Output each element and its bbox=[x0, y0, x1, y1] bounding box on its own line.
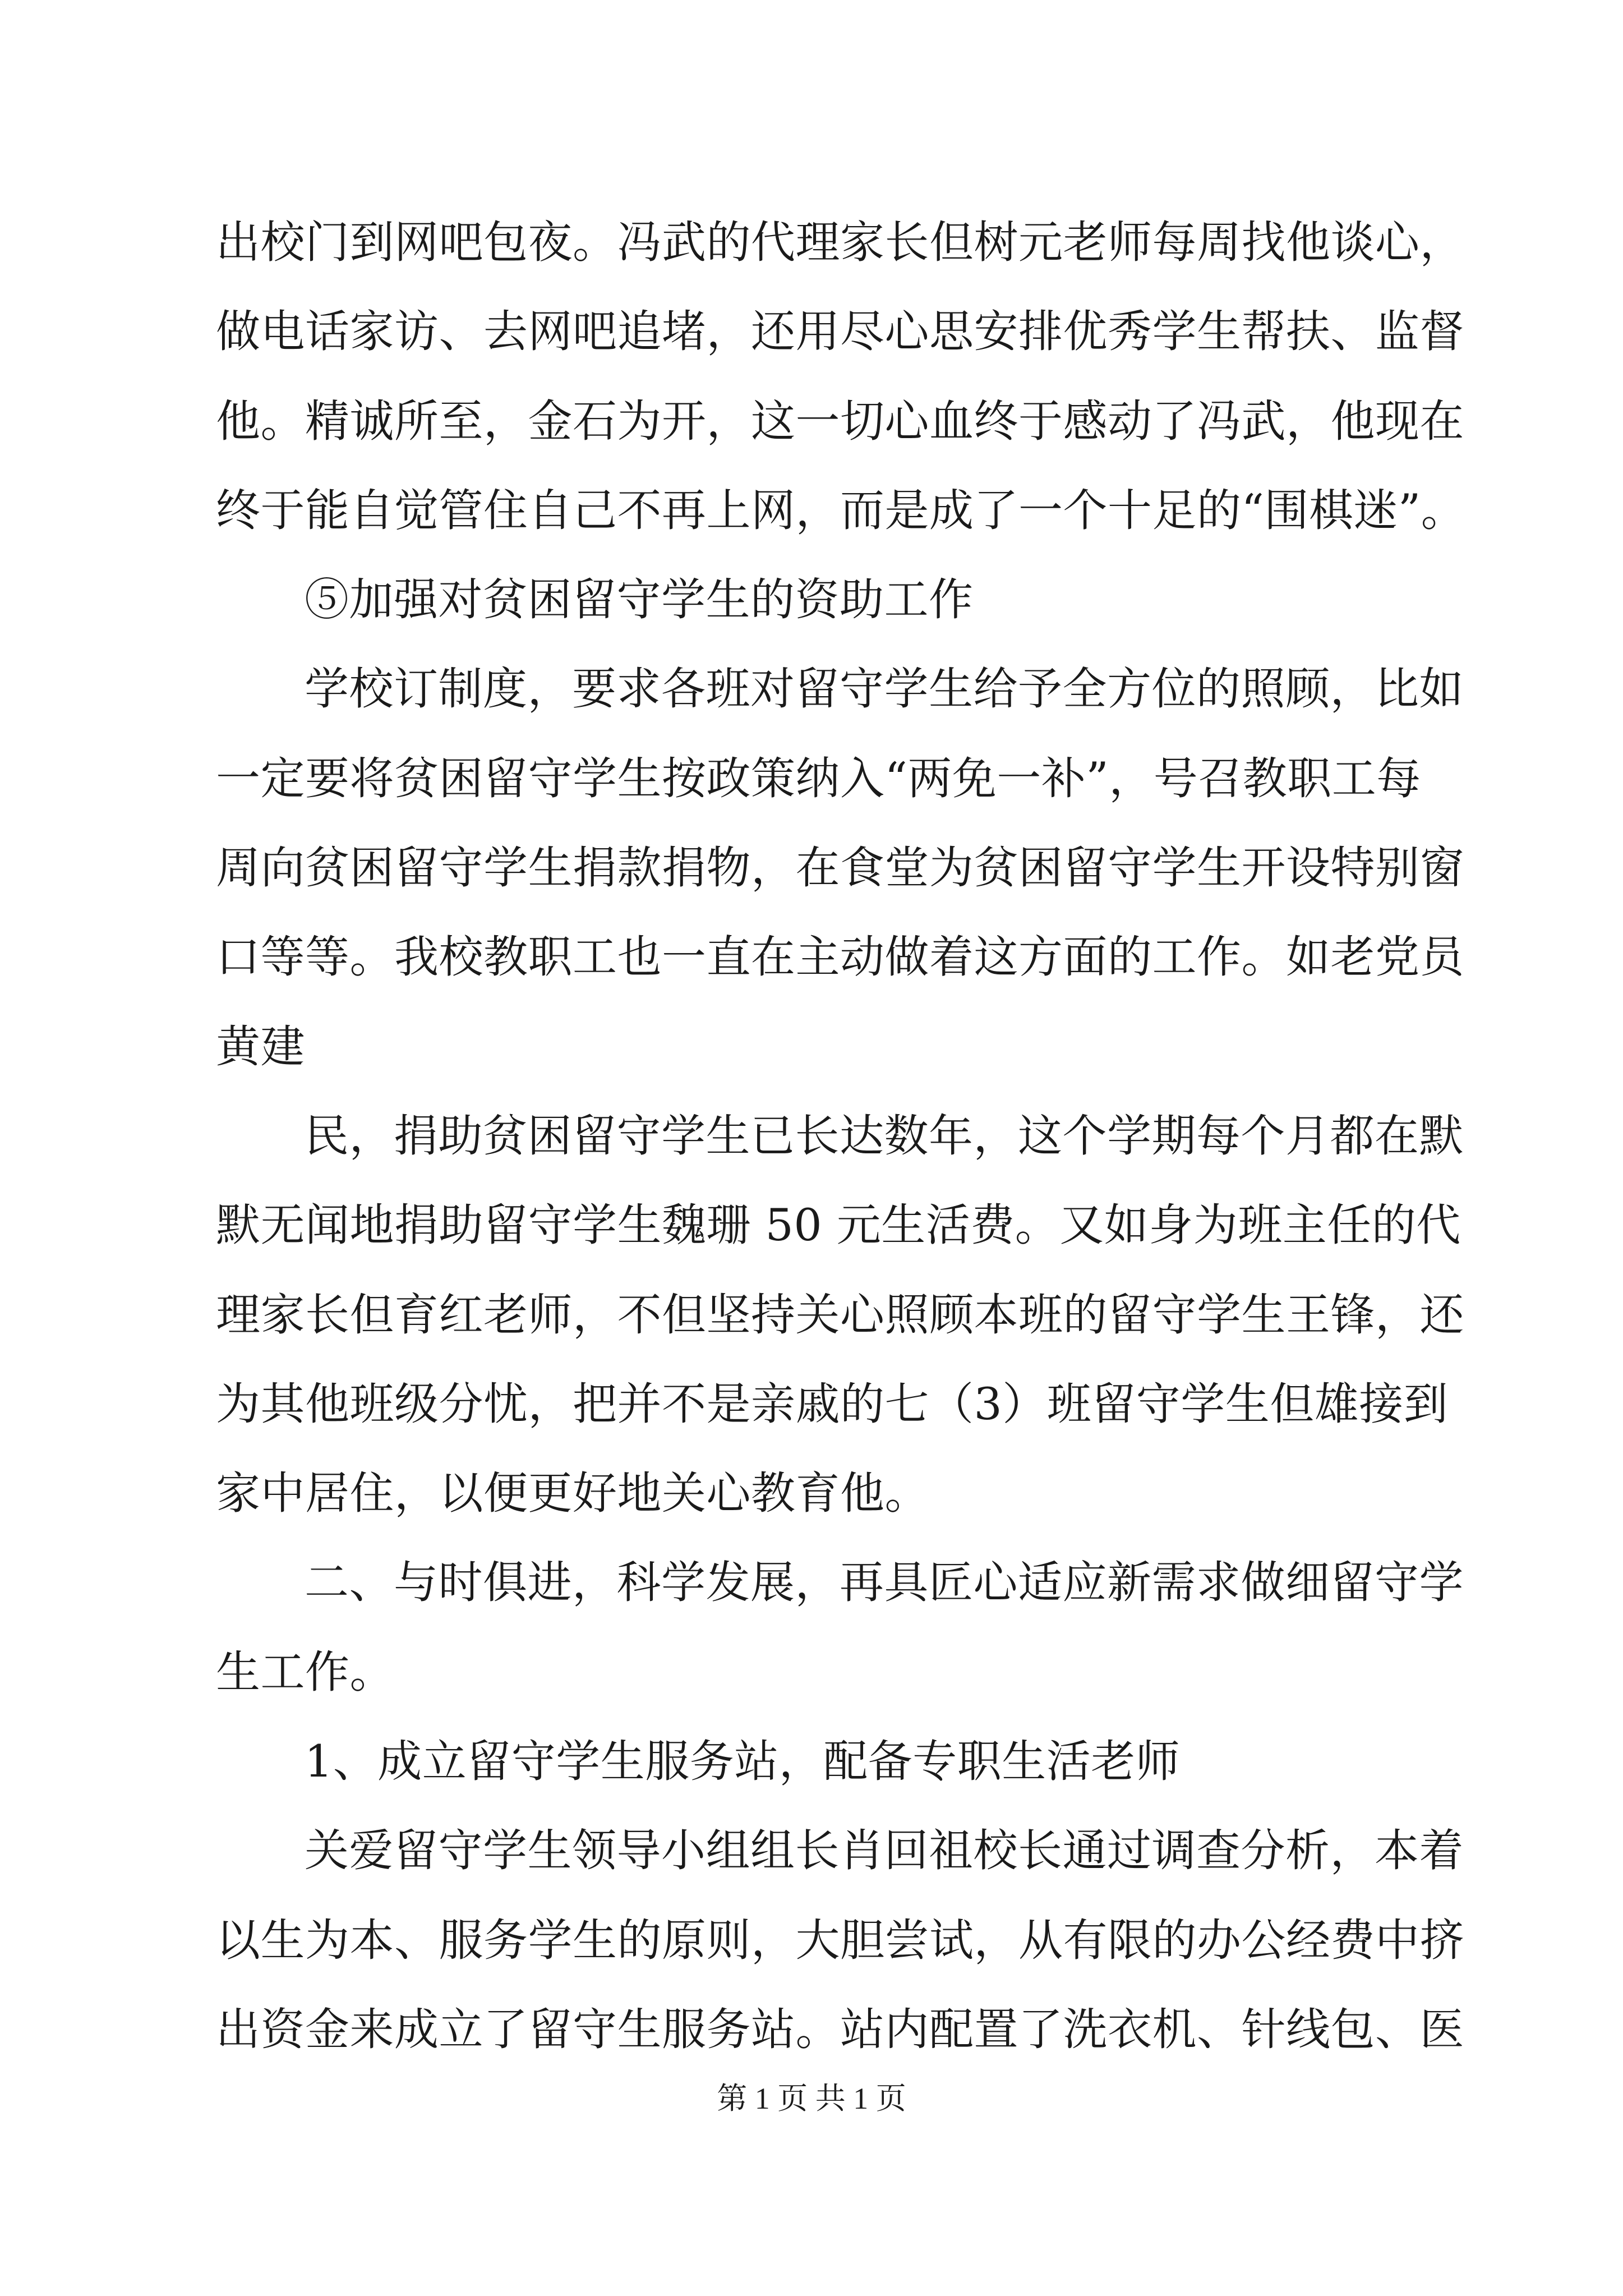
text-line: 生工作。 bbox=[216, 1646, 394, 1698]
text-line: 出校门到网吧包夜。冯武的代理家长但树元老师每周找他谈心， bbox=[216, 217, 1464, 268]
page-footer bbox=[0, 2079, 1623, 2118]
text-line: 终于能自觉管住自己不再上网，而是成了一个十足的“围棋迷”。 bbox=[216, 484, 1466, 536]
text-line: 一定要将贫困留守学生按政策纳入“两免一补”，号召教职工每 bbox=[216, 752, 1421, 804]
subsection-heading: 1、成立留守学生服务站，配备专职生活老师 bbox=[305, 1736, 1181, 1788]
text-line: 理家长但育红老师，不但坚持关心照顾本班的留守学生王锋，还 bbox=[216, 1289, 1464, 1341]
text-line: 默无闻地捐助留守学生魏珊 50 元生活费。又如身为班主任的代 bbox=[216, 1199, 1461, 1251]
text-line: 周向贫困留守学生捐款捐物，在食堂为贫困留守学生开设特别窗 bbox=[216, 842, 1464, 894]
text-line: 关爱留守学生领导小组组长肖回祖校长通过调查分析，本着 bbox=[305, 1825, 1464, 1877]
text-line: 家中居住，以便更好地关心教育他。 bbox=[216, 1467, 929, 1520]
page-number: 第 1 页 共 1 页 bbox=[717, 2082, 906, 2115]
section-heading: ⑤加强对贫困留守学生的资助工作 bbox=[305, 574, 974, 626]
document-body bbox=[216, 198, 1466, 2074]
text-line: 出资金来成立了留守生服务站。站内配置了洗衣机、针线包、医 bbox=[216, 2003, 1464, 2055]
text-line: 学校订制度，要求各班对留守学生给予全方位的照顾，比如 bbox=[305, 663, 1464, 715]
text-line: 黄建 bbox=[216, 1020, 305, 1073]
section-heading: 二、与时俱进，科学发展，再具匠心适应新需求做细留守学 bbox=[305, 1557, 1464, 1609]
text-line: 为其他班级分忧，把并不是亲戚的七（3）班留守学生但雄接到 bbox=[216, 1378, 1449, 1430]
text-line: 他。精诚所至，金石为开，这一切心血终于感动了冯武，他现在 bbox=[216, 395, 1464, 447]
text-line: 以生为本、服务学生的原则，大胆尝试，从有限的办公经费中挤 bbox=[216, 1914, 1464, 1966]
text-line: 口等等。我校教职工也一直在主动做着这方面的工作。如老党员 bbox=[216, 931, 1464, 983]
text-line: 民，捐助贫困留守学生已长达数年，这个学期每个月都在默 bbox=[305, 1110, 1464, 1162]
text-line: 做电话家访、去网吧追堵，还用尽心思安排优秀学生帮扶、监督 bbox=[216, 306, 1464, 358]
